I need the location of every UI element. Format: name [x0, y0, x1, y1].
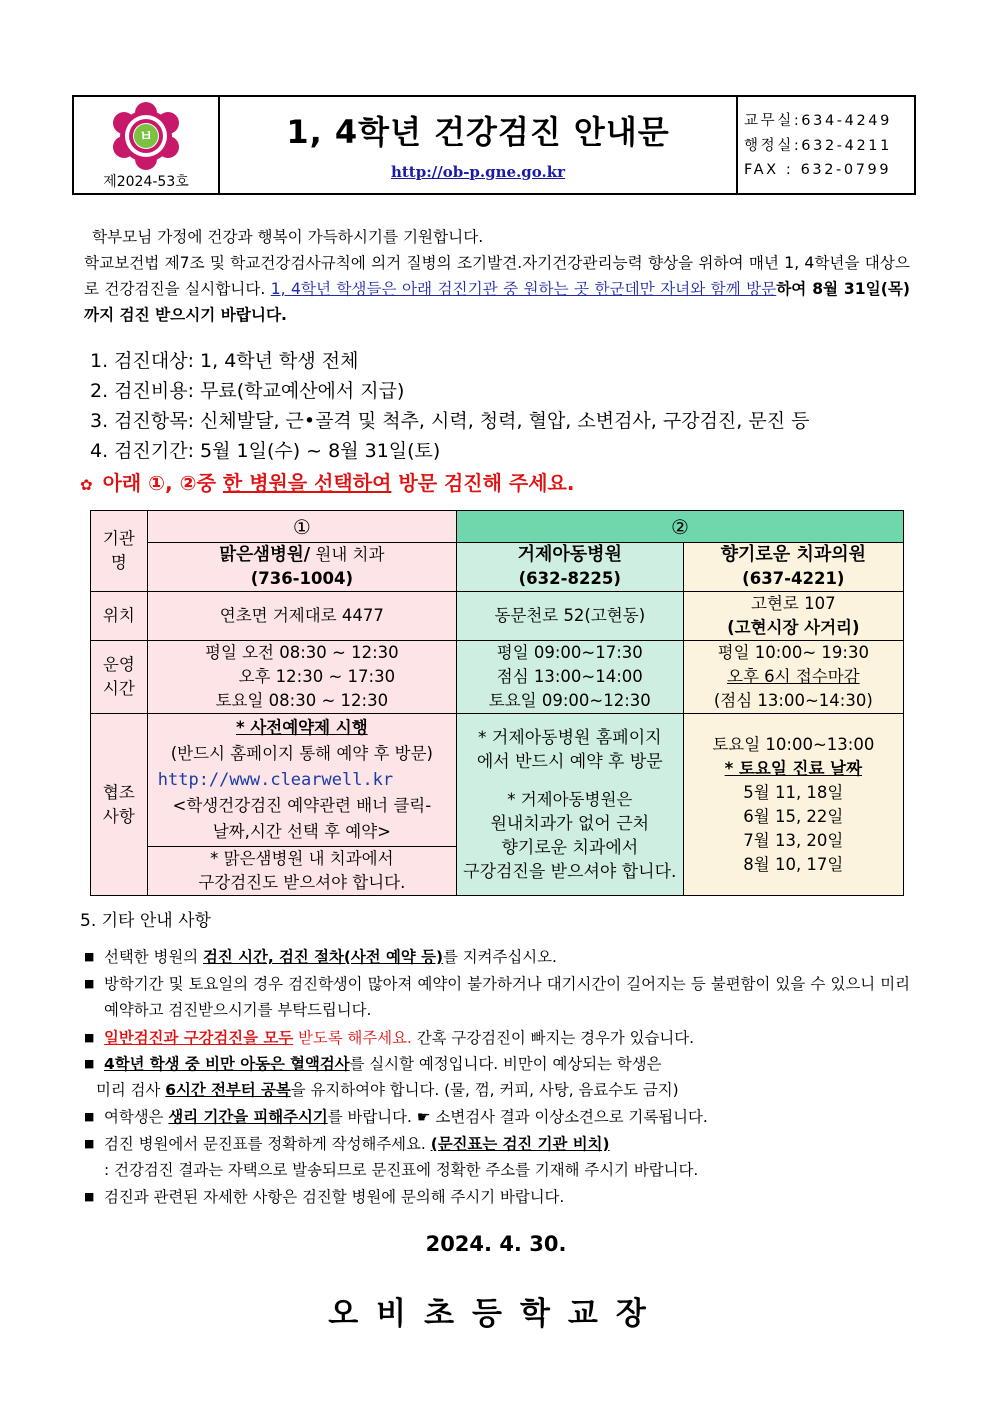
- hospital-notice: [80, 467, 574, 496]
- hours-2-saturday: 토요일 09:00~12:30: [488, 691, 651, 710]
- issue-number: 제2024-53호: [103, 174, 189, 190]
- group-2: ②: [456, 511, 903, 543]
- bullet-4: [84, 1051, 910, 1103]
- hospital-2-cooperation: [456, 714, 683, 896]
- coop-2-oral: 구강검진을 받으셔야 합니다.: [463, 861, 677, 882]
- contact-office: 교무실:634-4249: [744, 113, 892, 129]
- hours-3-cutoff: 오후 6시 접수마감: [727, 667, 860, 686]
- hospital-1-dental: [147, 847, 456, 896]
- item-cost: 2. 검진비용: 무료(학교예산에서 지급): [90, 380, 405, 402]
- coop-3-date-jun: 6월 15, 22일: [743, 806, 844, 826]
- intro-tail: 하여 8월 31일(목)까지 검진 받으시기 바랍니다.: [84, 280, 911, 324]
- notice-post: 방문 검진해 주세요.: [391, 471, 575, 495]
- document-header: [72, 95, 916, 195]
- exam-items: [90, 346, 809, 466]
- hospital-2-name: 거제아동병원: [517, 544, 622, 565]
- coop-3-saturday-dates-label: * 토요일 진료 날짜: [724, 758, 863, 778]
- coop-1-instruction: (반드시 홈페이지 통해 예약 후 방문): [170, 744, 433, 763]
- school-url-link[interactable]: http://ob-p.gne.go.kr: [390, 163, 566, 181]
- bullet-square-icon: ■: [84, 1110, 95, 1123]
- intro-highlight: 1, 4학년 학생들은 아래 검진기관 중 원하는 곳 한군데만 자녀와 함께 방문: [270, 280, 777, 298]
- hospital-2-header: [456, 543, 683, 592]
- coop-1-dental: * 맑은샘병원 내 치과에서: [210, 849, 394, 868]
- contact-admin: 행정실:632-4211: [744, 137, 892, 154]
- hospital-1-header: [147, 543, 456, 592]
- coop-3-saturday-hours: 토요일 10:00~13:00: [712, 734, 875, 754]
- coop-1-banner: <학생건강검진 예약관련 배너 클릭-: [172, 796, 432, 815]
- logo-glyph: ㅂ: [139, 129, 153, 145]
- contact-fax: FAX : 632-0799: [744, 162, 892, 178]
- coop-1-oral: 구강검진도 받으셔야 합니다.: [198, 873, 406, 892]
- bullet-square-icon: ■: [84, 977, 95, 990]
- b5-pre: 여학생은: [104, 1108, 169, 1126]
- hours-3-weekday: 평일 10:00~ 19:30: [717, 643, 869, 662]
- clearwell-link[interactable]: http://www.clearwell.kr: [157, 770, 394, 790]
- hospital-1-cooperation: [147, 714, 456, 847]
- coop-3-date-jul: 7월 13, 20일: [743, 830, 844, 850]
- b3-post: 간혹 구강검진이 빠지는 경우가 있습니다.: [411, 1029, 694, 1047]
- title-cell: [220, 97, 738, 193]
- hours-1-weekday-am: 평일 오전 08:30 ~ 12:30: [205, 643, 399, 662]
- intro-body: [84, 250, 910, 328]
- coop-3-date-aug: 8월 10, 17일: [743, 854, 844, 874]
- b7-text: 검진과 관련된 자세한 사항은 검진할 병원에 문의해 주시기 바랍니다.: [104, 1188, 565, 1206]
- b3-red: 받도록 해주세요.: [293, 1029, 412, 1047]
- hospital-2-tel: (632-8225): [518, 569, 621, 588]
- item-contents: 3. 검진항목: 신체발달, 근•골격 및 척추, 시력, 청력, 혈압, 소변검사, 구강검진, 문진 등: [90, 410, 810, 432]
- hospital-3-landmark: (고현시장 사거리): [727, 618, 860, 637]
- b4-post: 를 실시할 예정입니다. 비만이 예상되는 학생은: [349, 1055, 662, 1073]
- b5-underlined: 생리 기간을 피해주시기: [168, 1108, 328, 1126]
- intro-body-text: 학교보건법 제7조 및 학교건강검사규칙에 의거 질병의 조기발견.자기건강관리능력 향상을 위하여 매년 1, 4학년을 대상으로 건강검진을 실시합니다.: [84, 254, 910, 298]
- hospital-1-name: 맑은샘병원/: [219, 545, 311, 565]
- coop-1-select: 날짜,시간 선택 후 예약>: [212, 822, 391, 841]
- hours-2-weekday: 평일 09:00~17:30: [496, 643, 643, 662]
- hospital-3-hours: [683, 641, 903, 714]
- bullet-5: [84, 1104, 910, 1130]
- b4-underlined: 4학년 학생 중 비만 아동은 혈액검사: [104, 1055, 350, 1073]
- hospital-3-tel: (637-4221): [742, 569, 845, 588]
- school-logo-icon: [104, 101, 188, 171]
- hospital-3-address: 고현로 107: [751, 594, 836, 613]
- document-date: 2024. 4. 30.: [425, 1232, 567, 1256]
- hospital-1-tel: (736-1004): [250, 569, 353, 588]
- label-institution: 기관명: [91, 511, 148, 592]
- b1-pre: 선택한 병원의: [104, 948, 203, 966]
- section-5-heading: 5. 기타 안내 사항: [80, 911, 211, 931]
- label-hours: 운영시간: [91, 641, 148, 714]
- b6-underlined: (문진표는 검진 기관 비치): [430, 1135, 610, 1153]
- bullet-2: [84, 971, 910, 1023]
- b1-underlined: 검진 시간, 검진 절차(사전 예약 등): [203, 948, 443, 966]
- label-location: 위치: [91, 592, 148, 641]
- label-cooperation: 협조사항: [91, 714, 148, 896]
- notice-pre: 아래 ①, ②중: [102, 471, 223, 495]
- principal-signature: 오비초등학교장: [328, 1296, 664, 1332]
- b6-line2: : 건강검진 결과는 자택으로 발송되므로 문진표에 정확한 주소를 기재해 주시기 바랍니다.: [104, 1161, 699, 1179]
- hours-1-weekday-pm: 오후 12:30 ~ 17:30: [238, 667, 396, 686]
- hospital-3-name: 향기로운 치과의원: [720, 544, 867, 565]
- coop-2-nearby: 향기로운 치과에서: [501, 837, 639, 858]
- bullet-7: [84, 1184, 910, 1210]
- b4-line2-pre: 미리 검사: [96, 1081, 166, 1099]
- flower-icon: ✿: [80, 476, 93, 494]
- b5-post: 를 바랍니다. ☛ 소변검사 결과 이상소견으로 기록됩니다.: [327, 1108, 708, 1126]
- coop-3-date-may: 5월 11, 18일: [743, 782, 844, 802]
- hospital-2-location: 동문천로 52(고현동): [456, 592, 683, 641]
- coop-2-homepage: * 거제아동병원 홈페이지: [478, 727, 662, 748]
- coop-2-note: * 거제아동병원은: [507, 789, 633, 809]
- hospital-1-hours: [147, 641, 456, 714]
- b6-pre: 검진 병원에서 문진표를 정확하게 작성해주세요.: [104, 1135, 431, 1153]
- bullet-square-icon: ■: [84, 1031, 95, 1044]
- item-target: 1. 검진대상: 1, 4학년 학생 전체: [90, 350, 359, 372]
- page-title: 1, 4학년 건강검진 안내문: [286, 113, 670, 151]
- b4-line2-underlined: 6시간 전부터 공복: [165, 1081, 291, 1099]
- coop-2-no-dental: 원내치과가 없어 근처: [490, 813, 650, 834]
- bullet-square-icon: ■: [84, 950, 95, 963]
- b2-text: 방학기간 및 토요일의 경우 검진학생이 많아져 예약이 불가하거나 대기시간이 길어지는 등 불편함이 있을 수 있으니 미리 예약하고 검진받으시기를 부탁드립니다.: [104, 975, 910, 1019]
- intro: [84, 224, 910, 328]
- hours-3-lunch: (점심 13:00~14:30): [713, 691, 873, 710]
- hours-2-lunch: 점심 13:00~14:00: [496, 667, 643, 686]
- bullet-square-icon: ■: [84, 1190, 95, 1203]
- bullet-3: [84, 1025, 910, 1051]
- hospital-1-location: 연초면 거제대로 4477: [147, 592, 456, 641]
- hospital-table: [90, 510, 904, 896]
- intro-greeting: 학부모님 가정에 건강과 행복이 가득하시기를 기원합니다.: [92, 228, 484, 246]
- coop-2-reserve: 에서 반드시 예약 후 방문: [476, 751, 663, 772]
- b1-post: 를 지켜주십시오.: [442, 948, 557, 966]
- hours-1-saturday: 토요일 08:30 ~ 12:30: [215, 691, 389, 710]
- hospital-3-cooperation: [683, 714, 903, 896]
- bullet-square-icon: ■: [84, 1057, 95, 1070]
- notice-underlined: 한 병원을 선택하여: [222, 471, 392, 495]
- coop-1-reservation: * 사전예약제 시행: [235, 718, 368, 737]
- contact-cell: [738, 97, 914, 193]
- hospital-2-hours: [456, 641, 683, 714]
- group-1: ①: [147, 511, 456, 543]
- logo-cell: [74, 97, 220, 193]
- b4-line2-post: 을 유지하여야 합니다. (물, 껌, 커피, 사탕, 음료수도 금지): [290, 1081, 679, 1099]
- bullet-1: [84, 944, 910, 970]
- bullet-6: [84, 1131, 910, 1183]
- b3-red-underlined: 일반검진과 구강검진을 모두: [104, 1029, 294, 1047]
- hospital-3-location: [683, 592, 903, 641]
- hospital-3-header: [683, 543, 903, 592]
- hospital-1-sub: 원내 치과: [310, 545, 385, 564]
- item-period: 4. 검진기간: 5월 1일(수) ~ 8월 31일(토): [90, 440, 441, 462]
- bullet-square-icon: ■: [84, 1137, 95, 1150]
